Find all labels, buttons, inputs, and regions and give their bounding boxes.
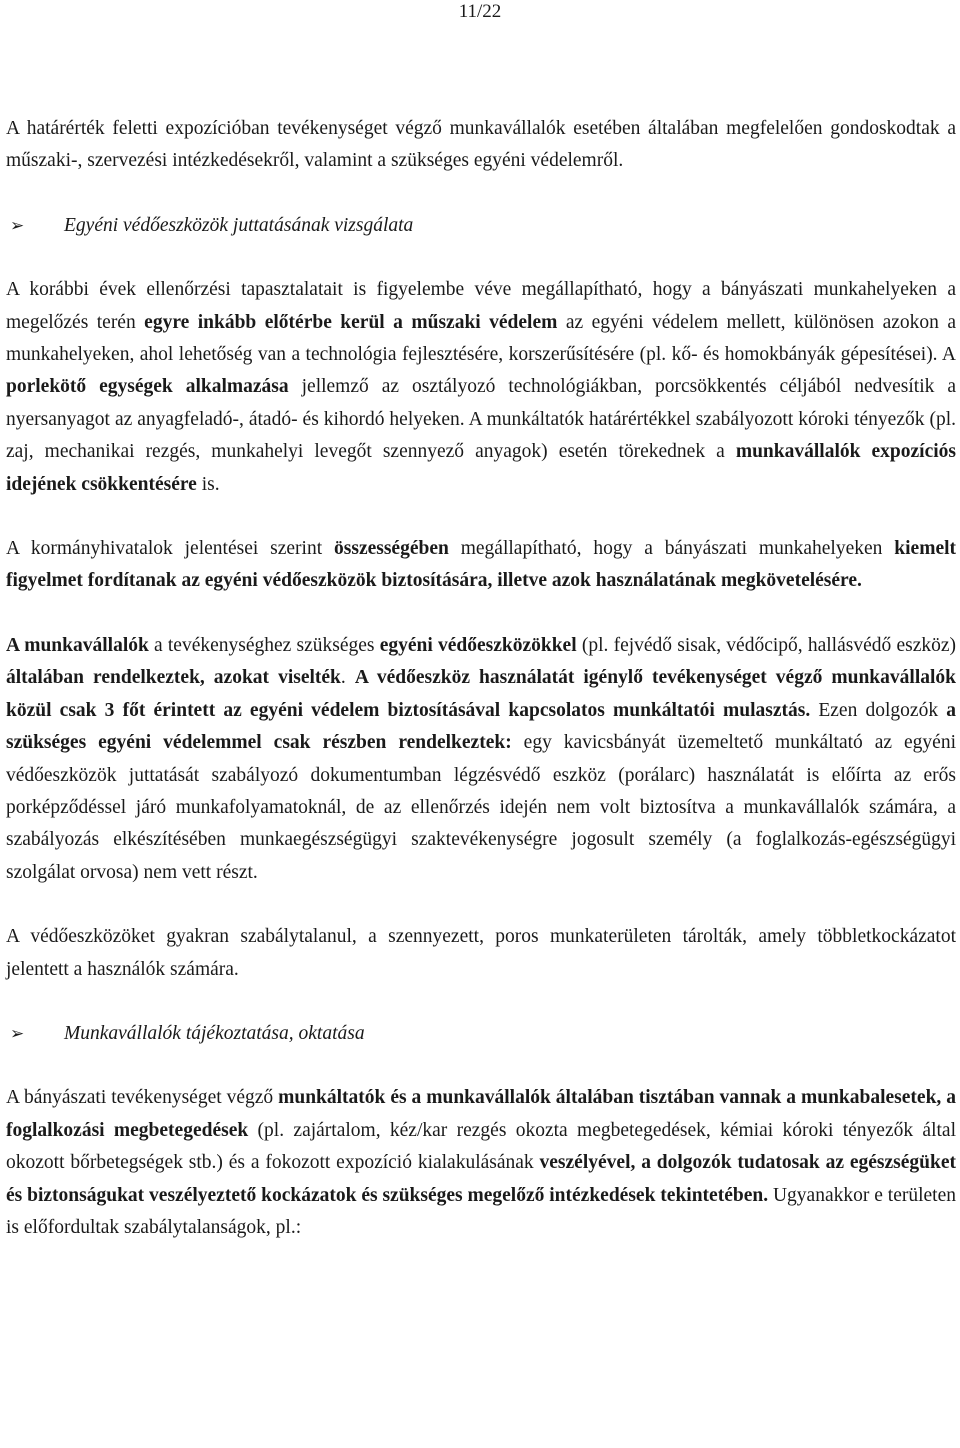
arrow-bullet-icon: ➢ xyxy=(10,1023,25,1043)
section-heading-ppe-text: Egyéni védőeszközök juttatásának vizsgálata xyxy=(64,214,414,236)
section-heading-training xyxy=(6,1018,956,1050)
arrow-bullet-icon: ➢ xyxy=(10,215,25,235)
text-run: (pl. zajártalom, kéz/kar rezgés okozta megbetegedések, kémiai kóroki tényezők által okozott bőrbetegségek stb.) és a fokozott expozíció kialakulásának xyxy=(6,1119,956,1174)
text-run: Ezen dolgozók xyxy=(810,699,947,721)
bold-run: munkavállalók expozíciós idejének csökkentésére xyxy=(6,441,956,495)
paragraph-storage: A védőeszközöket gyakran szabálytalanul, a szennyezett, poros munkaterületen tárolták, amely többletkockázatot jelentett a használók számára. xyxy=(6,926,956,980)
bold-run: egyre inkább előtérbe kerül a műszaki védelem xyxy=(144,311,558,333)
text-run: Ugyanakkor e területen is előfordultak szabálytalanságok, pl.: xyxy=(6,1184,956,1238)
text-run: az egyéni védelem mellett, különösen azokon a munkahelyeken, ahol lehetőség van a technológia fejlesztésére, korszerűsítésére (pl. kő- és homokbányák gépesítései). A xyxy=(6,311,956,366)
section-heading-training-text: Munkavállalók tájékoztatása, oktatása xyxy=(64,1022,365,1044)
bold-run: a szükséges egyéni védelemmel csak részben rendelkeztek: xyxy=(6,699,956,754)
text-run: A kormányhivatalok jelentései szerint xyxy=(6,538,335,560)
section-heading-ppe xyxy=(6,210,956,242)
paragraph-technical-protection xyxy=(6,274,956,501)
text-run: jellemző az osztályozó technológiákban, porcsökkentés céljából nedvesítik a nyersanyagot az anyagfeladó-, átadó- és kihordó helyeken. A munkáltatók határértékkel szabályozott kóroki tényezők (pl. zaj, mechanikai rezgés, munkahelyi levegőt szennyező anyagok) esetén törekednek a xyxy=(6,376,956,463)
bold-run: A munkavállalók xyxy=(6,634,149,656)
text-run: a tevékenységhez szükséges xyxy=(148,634,380,656)
document-body xyxy=(6,113,956,1244)
text-run: A korábbi évek ellenőrzési tapasztalatait is figyelembe véve megállapítható, hogy a bányászati munkahelyeken a megelőzés terén xyxy=(6,279,956,333)
bold-run: porlekötő egységek alkalmazása xyxy=(6,376,289,398)
text-run: . xyxy=(340,667,355,689)
text-run: megállapítható, hogy a bányászati munkahelyeken xyxy=(448,538,895,560)
page-number: 11/22 xyxy=(458,1,502,22)
bold-run: A védőeszköz használatát igénylő tevékenységet végző munkavállalók közül csak 3 főt érintett az egyéni védelem biztosításával kapcsolatos munkáltatói mulasztás. xyxy=(6,667,957,721)
paragraph-awareness xyxy=(6,1082,956,1244)
text-run: is. xyxy=(196,473,220,495)
paragraph-exposure-measures: A határérték feletti expozícióban tevékenységet végző munkavállalók esetében általában megfelelően gondoskodtak a műszaki-, szervezési intézkedésekről, valamint a szükséges egyéni védelemről. xyxy=(6,118,956,172)
paragraph-government-reports xyxy=(6,533,956,598)
bold-run: veszélyével, a dolgozók tudatosak az egészségüket és biztonságukat veszélyeztető kockázatok és szükséges megelőző intézkedések tekintetében. xyxy=(6,1152,956,1206)
paragraph-workers-ppe xyxy=(6,630,956,889)
bold-run: egyéni védőeszközökkel xyxy=(379,634,577,656)
text-run: (pl. fejvédő sisak, védőcipő, hallásvédő eszköz) xyxy=(576,634,956,656)
bold-run: kiemelt figyelmet fordítanak az egyéni védőeszközök biztosítására, illetve azok használatának megkövetelésére. xyxy=(6,538,957,592)
text-run: egy kavicsbányát üzemeltető munkáltató az egyéni védőeszközök juttatását szabályozó dokumentumban légzésvédő eszköz (porálarc) használatát is előírta az erős porképződéssel járó munkafolyamatoknál, de az ellenőrzés idején nem volt biztosítva a munkavállalók számára, a szabályozás elkészítésében munkaegészségügyi szaktevékenységre jogosult személy (a foglalkozás-egészségügyi szolgálat orvosa) nem vett részt. xyxy=(6,732,956,883)
bold-run: általában rendelkeztek, azokat viselték xyxy=(6,667,341,689)
bold-run: munkáltatók és a munkavállalók általában tisztában vannak a munkabalesetek, a foglalkozási megbetegedések xyxy=(6,1087,956,1141)
bold-run: összességében xyxy=(334,538,449,560)
text-run: A bányászati tevékenységet végző xyxy=(6,1087,279,1109)
